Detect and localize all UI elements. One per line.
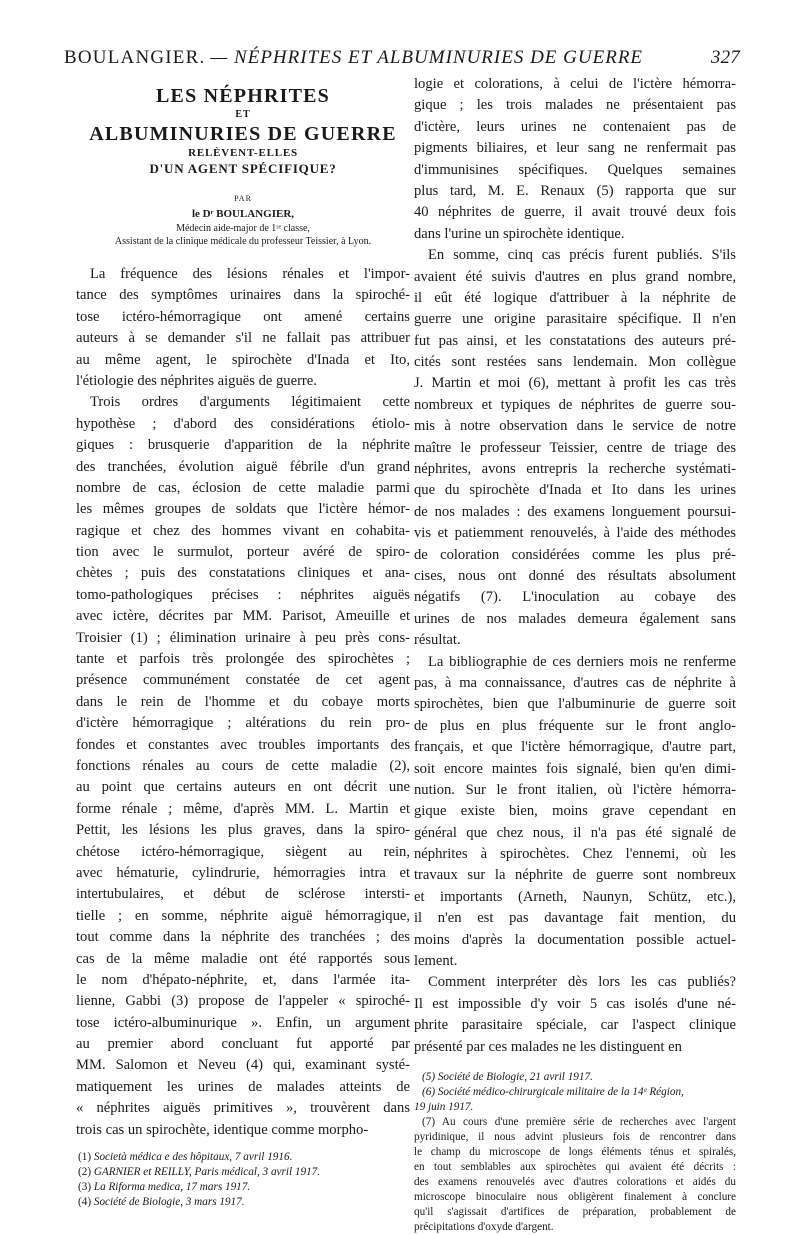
text-line: le nom d'hépato-néphrite, et, dans l'armée ita- bbox=[76, 971, 410, 988]
text-line: tion avec le surmulot, porteur avéré de spiro- bbox=[76, 544, 410, 561]
text-line: gique ; les trois malades ne présentaient pas bbox=[414, 97, 736, 114]
text-line: nombreux et typiques de néphrites de guerre sou- bbox=[414, 396, 736, 413]
footnote bbox=[76, 1150, 410, 1165]
article-title-line-4: RELÈVENT-ELLES bbox=[188, 147, 298, 159]
text-line: giques : brusquerie d'apparition de la néphrite bbox=[76, 437, 410, 454]
footnote-line: précipitations d'oxyde d'argent. bbox=[414, 1220, 554, 1233]
footnote-line: le champ du microscope de longs éléments ténus et spiralés, bbox=[414, 1145, 736, 1158]
text-line: Troisier (1) ; élimination urinaire à peu près cons- bbox=[76, 629, 410, 646]
byline-par: PAR bbox=[234, 194, 252, 203]
text-line: gique existe bien, moins grave cependant en bbox=[414, 803, 736, 820]
running-head-author: BOULANGIER. bbox=[64, 47, 206, 68]
text-line: fut pas ainsi, et les constatations des auteurs pré- bbox=[414, 332, 736, 349]
text-line: avec hématurie, cylindrurie, hémorragies intra et bbox=[76, 864, 410, 881]
text-line: de coloration considérées comme les plus pré- bbox=[414, 546, 736, 563]
text-line: mis à notre observation dans le service de notre bbox=[414, 418, 736, 435]
text-line: résultat. bbox=[414, 632, 461, 649]
text-line: Il est impossible d'y voir 5 cas isolés d'une né- bbox=[414, 995, 736, 1012]
text-line: J. Martin et moi (6), mettant à profit les cas très bbox=[414, 375, 736, 392]
footnote-number: (1) bbox=[78, 1151, 94, 1164]
footnote-line: (6) Société médico-chirurgicale militaire de la 14ᵉ Région, bbox=[422, 1085, 684, 1098]
byline-author: le Dʳ BOULANGIER, bbox=[191, 208, 295, 220]
running-head bbox=[64, 44, 740, 72]
footnote bbox=[76, 1195, 410, 1210]
right-footnotes bbox=[414, 1070, 736, 1235]
left-body-text bbox=[76, 264, 410, 1141]
text-line: au point que certains auteurs en ont décrit une bbox=[76, 779, 410, 796]
text-line: phrite parasitaire spéciale, car l'aspect clinique bbox=[414, 1017, 736, 1034]
text-line: présenté par ces malades ne les distinguent en bbox=[414, 1038, 682, 1055]
text-line: néphrites, avons entrepris la recherche systémati- bbox=[414, 461, 736, 478]
text-line: maître le professeur Teissier, centre de triage des bbox=[414, 439, 736, 456]
text-line: plus tard, M. E. Renaux (5) rapporta que sur bbox=[414, 182, 736, 199]
footnote-line: pyridinique, il nous advint plusieurs fois de rencontrer dans bbox=[414, 1130, 736, 1143]
article-title-line-3: ALBUMINURIES DE GUERRE bbox=[89, 123, 397, 145]
text-line: chétose ictéro-hémorragique, siègent au rein, bbox=[76, 843, 410, 860]
text-line: dans l'urine un spirochète identique. bbox=[414, 225, 625, 242]
text-line: nution. Sur le front italien, où l'ictère hémorra- bbox=[414, 781, 736, 798]
text-line: des tranchées, évolution aiguë fébrile d'un grand bbox=[76, 458, 410, 475]
text-line: La bibliographie de ces derniers mois ne renferme bbox=[428, 653, 736, 670]
text-line: MM. Salomon et Neveu (4) qui, examinant systé- bbox=[76, 1057, 410, 1074]
text-line: présence communément constatée de cet agent bbox=[76, 672, 410, 689]
text-line: d'ictère hémorragique ; altérations du rein pro- bbox=[76, 715, 410, 732]
article-title-block bbox=[76, 84, 410, 248]
text-line: tose ictéro-albuminurique ». Enfin, un argument bbox=[76, 1014, 410, 1031]
footnote-line: microscope binoculaire nous obligèrent finalement à conclure bbox=[414, 1190, 736, 1203]
article-title-line-2: ET bbox=[235, 109, 251, 120]
text-line: intertubulaires, et début de sclérose intersti- bbox=[76, 886, 410, 903]
text-line: logie et colorations, à celui de l'ictère hémorra- bbox=[414, 76, 736, 92]
text-line: tance des symptômes urinaires dans la spiroché- bbox=[76, 287, 410, 304]
article-title-line-5: D'UN AGENT SPÉCIFIQUE? bbox=[149, 161, 337, 176]
text-line: Comment interpréter dès lors les cas publiés? bbox=[428, 974, 736, 991]
text-line: au premier abord concluant fut apporté par bbox=[76, 1036, 410, 1053]
text-line: de nos malades : des examens longuement poursui- bbox=[414, 503, 736, 520]
text-line: trois cas un spirochète, identique comme morpho- bbox=[76, 1121, 369, 1138]
text-line: ragique et chez des hommes vivant en cohabita- bbox=[76, 522, 410, 539]
text-line: En somme, cinq cas précis furent publiés. S'ils bbox=[428, 247, 736, 264]
text-line: 40 néphrites de guerre, il avait trouvé deux fois bbox=[414, 204, 736, 221]
text-line: spirochètes, bien que l'albuminurie de guerre soit bbox=[414, 696, 736, 713]
text-line: de plus en plus fréquente sur le front anglo- bbox=[414, 717, 736, 734]
footnote-line: (7) Au cours d'une première série de recherches avec l'argent bbox=[422, 1115, 736, 1128]
text-line: nombre de cas, éclosion de cette maladie parmi bbox=[76, 479, 410, 496]
text-line: général que chez nous, il n'a pas été signalé de bbox=[414, 824, 736, 841]
text-line: matiquement les urines de malades atteints de bbox=[76, 1078, 410, 1095]
byline-role-2: Assistant de la clinique médicale du professeur Teissier, à Lyon. bbox=[114, 236, 372, 247]
text-line: « néphrites aiguës primitives », trouvèrent dans bbox=[76, 1100, 410, 1117]
text-line: pigments biliaires, et leur sang ne renfermait pas bbox=[414, 140, 736, 157]
text-line: tose ictéro-hémorragique ont amené certains bbox=[76, 308, 410, 325]
text-line: travaux sur la néphrite de guerre sont nombreux bbox=[414, 867, 736, 884]
text-line: au même agent, le spirochète d'Inada et Ito, bbox=[76, 351, 410, 368]
right-column bbox=[414, 74, 736, 1235]
text-line: néphrites à spirochètes. Chez l'ennemi, où les bbox=[414, 846, 736, 863]
text-line: fonctions rénales au cours de cette maladie (2), bbox=[76, 757, 410, 774]
text-line: Pettit, les lésions les plus graves, dans la spiro- bbox=[76, 822, 410, 839]
footnote-line: des examens renouvelés avec d'autres colorations et aidés du bbox=[414, 1175, 736, 1188]
footnote bbox=[76, 1165, 410, 1180]
right-body-text bbox=[414, 74, 736, 1058]
text-line: tout comme dans la néphrite des tranchées ; des bbox=[76, 929, 410, 946]
footnote bbox=[76, 1180, 410, 1195]
text-line: il n'en est pas davantage fait mention, du bbox=[414, 910, 736, 927]
text-line: pas, à ma connaissance, d'autres cas de néphrite à bbox=[414, 674, 736, 691]
footnote-text: Société de Biologie, 3 mars 1917. bbox=[93, 1196, 245, 1209]
text-line: tante et parfois très prolongée des spirochètes ; bbox=[76, 651, 410, 668]
text-line: La fréquence des lésions rénales et l'impor- bbox=[90, 266, 410, 282]
text-line: hypothèse ; d'abord des considérations étiolo- bbox=[76, 415, 410, 432]
text-line: cas de la même maladie ont été rapportés sous bbox=[76, 950, 410, 967]
running-head-title: — NÉPHRITES ET ALBUMINURIES DE GUERRE bbox=[210, 47, 644, 68]
footnote-text: GARNIER et REILLY, Paris médical, 3 avril 1917. bbox=[93, 1166, 321, 1179]
byline-role-1: Médecin aide-major de 1ʳᵉ classe, bbox=[176, 223, 310, 234]
text-line: d'ictère, leurs urines ne contenaient pas de bbox=[414, 118, 736, 135]
text-line: l'étiologie des néphrites aiguës de guerre. bbox=[76, 372, 317, 389]
footnote-line: (5) Société de Biologie, 21 avril 1917. bbox=[422, 1070, 593, 1083]
footnote-line: en tout semblables aux spirochètes qui avaient été décrits : bbox=[414, 1160, 736, 1173]
text-line: forme rénale ; même, d'après MM. L. Martin et bbox=[76, 800, 410, 817]
text-line: vis et patiemment renouvelés, à l'aide des méthodes bbox=[414, 525, 736, 542]
footnote-number: (2) bbox=[78, 1166, 94, 1179]
text-line: que du spirochète d'Inada et Ito dans les urines bbox=[414, 482, 736, 499]
text-line: lienne, Gabbi (3) propose de l'appeler « spiroché- bbox=[76, 993, 410, 1010]
left-column bbox=[76, 84, 410, 1210]
article-title-line-1: LES NÉPHRITES bbox=[156, 85, 330, 107]
text-line: négatifs (7). L'inoculation au cobaye des bbox=[414, 589, 736, 606]
text-line: avec ictère, décrites par MM. Parisot, Ameuille et bbox=[76, 608, 410, 625]
footnote-text: Società médica e des hôpitaux, 7 avril 1916. bbox=[93, 1151, 293, 1164]
text-line: dans le rein de l'homme et du cobaye morts bbox=[76, 693, 410, 710]
text-line: il eût été logique d'attribuer à la néphrite de bbox=[414, 289, 736, 306]
text-line: cités sont restées sans lendemain. Mon collègue bbox=[414, 354, 736, 371]
footnote-number: (3) bbox=[78, 1181, 94, 1194]
text-line: cises, nous ont donné des résultats absolument bbox=[414, 567, 736, 584]
footnote-number: (4) bbox=[78, 1196, 94, 1209]
text-line: avaient été suivis d'autres en plus grand nombre, bbox=[414, 268, 736, 285]
text-line: les mêmes groupes de soldats que l'ictère hémor- bbox=[76, 501, 410, 518]
text-line: tomo-pathologiques précises : néphrites aiguës bbox=[76, 586, 410, 603]
footnote-line: 19 juin 1917. bbox=[414, 1100, 474, 1113]
text-line: tielle ; en somme, néphrite aiguë hémorragique, bbox=[76, 907, 410, 924]
text-line: auteurs à se demander s'il ne fallait pas attribuer bbox=[76, 330, 410, 347]
text-line: guerre une origine parasitaire spécifique. Il n'en bbox=[414, 311, 736, 328]
text-line: d'immunisines spécifiques. Quelques semaines bbox=[414, 161, 736, 178]
text-line: soit encore maintes fois signalé, bien qu'en dimi- bbox=[414, 760, 736, 777]
page-number: 327 bbox=[710, 47, 740, 68]
left-footnotes bbox=[76, 1150, 410, 1210]
text-line: urines de nos malades demeura également sans bbox=[414, 610, 736, 627]
footnote-text: La Riforma medica, 17 mars 1917. bbox=[93, 1181, 251, 1194]
text-line: Trois ordres d'arguments légitimaient cette bbox=[90, 394, 410, 411]
text-line: moins d'après la documentation possible actuel- bbox=[414, 931, 736, 948]
text-line: français, et que l'ictère hémorragique, d'autre part, bbox=[414, 739, 736, 756]
text-line: et importants (Arneth, Naunyn, Schütz, etc.), bbox=[414, 888, 736, 905]
text-line: fondes et constantes avec troubles importants des bbox=[76, 736, 410, 753]
text-line: lement. bbox=[414, 953, 458, 970]
footnote-line: qu'il s'agissait d'artifices de préparation, probablement de bbox=[414, 1205, 736, 1218]
text-line: chètes ; puis des constatations cliniques et ana- bbox=[76, 565, 410, 582]
